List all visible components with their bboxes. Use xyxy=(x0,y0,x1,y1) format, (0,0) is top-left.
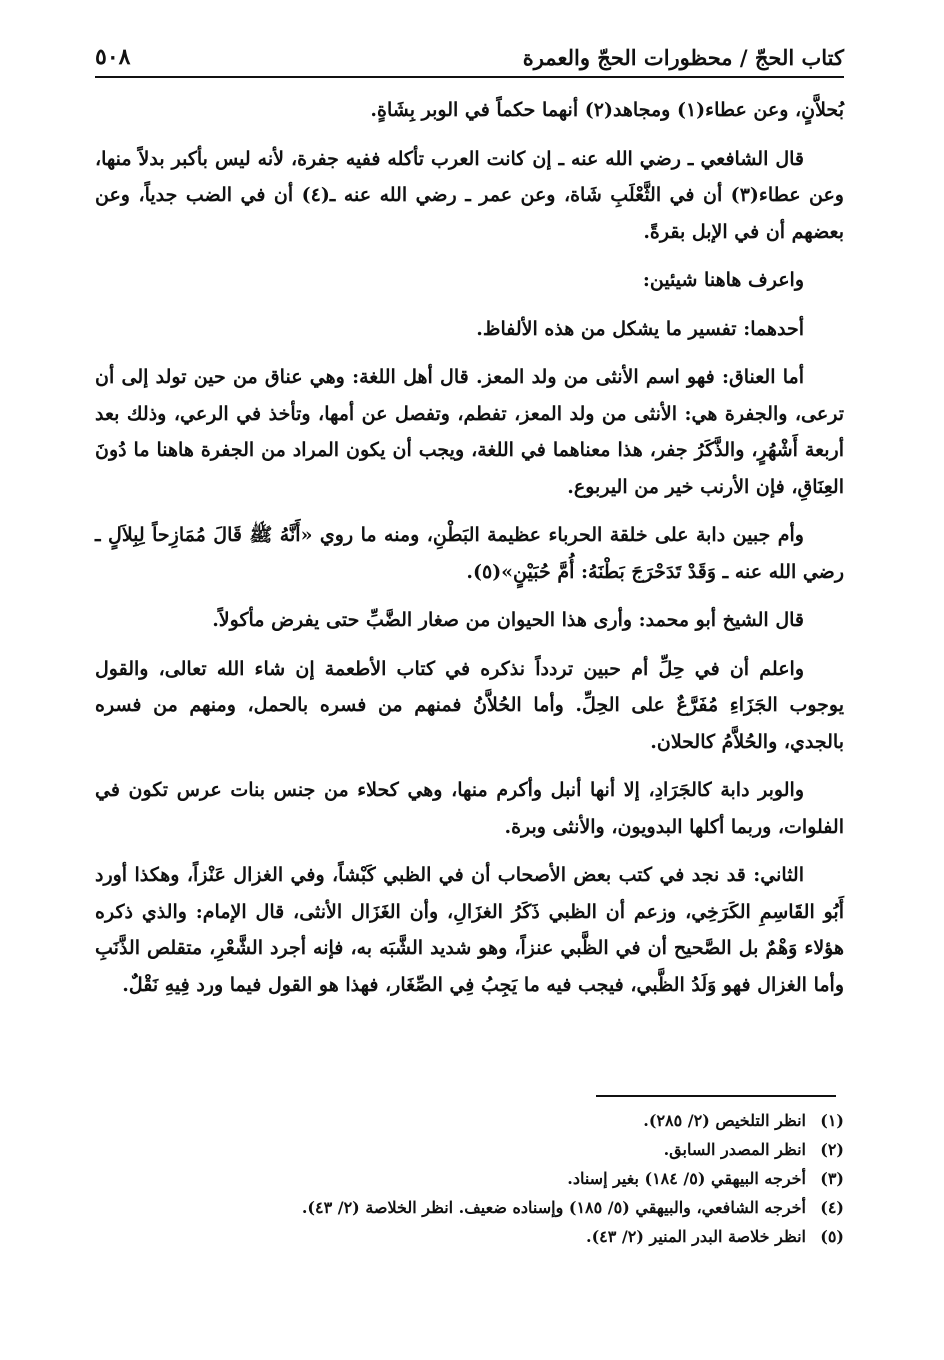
footnote-number: (٢) xyxy=(820,1140,844,1159)
footnote-number: (٥) xyxy=(820,1227,844,1246)
paragraph-text: أما العناق: فهو اسم الأنثى من ولد المعز. قال أهل اللغة: وهي عناق من حين تولد إلى أن ترعى، والجفرة هي: الأنثى من ولد المعز، تفطم، وتفصل عن أمها، وتأخذ في الرعي، وذلك بعد أربعة أَشْهُرٍ، والذَّكَرُ جفر، هذا معناهما في اللغة، ويجب أن يكون المراد من الجفرة هاهنا ما دُونَ العِنَاقِ، فإن الأرنب خير من اليربوع. xyxy=(95,366,844,498)
paragraph-text: والوبر دابة كالجَرَادِ، إلا أنها أنبل وأكرم منها، وهي كحلاء من جنس بنات عرس تكون في الفلوات، وربما أكلها البدويون، والأنثى وبرة. xyxy=(95,779,844,838)
paragraph-text: قال الشافعي ـ رضي الله عنه ـ إن كانت العرب تأكله ففيه جفرة، لأنه ليس بأكبر بدلاً منها، وعن عطاء(٣) أن في الثَّعْلَبِ شَاة، وعن عمر ـ رضي الله عنه ـ(٤) أن في الضب جدياً، وعن بعضهم أن في الإبل بقرةً. xyxy=(95,147,844,243)
paragraph xyxy=(95,311,844,348)
paragraph-lead: الثاني: xyxy=(753,864,804,886)
paragraph xyxy=(95,141,844,251)
paragraph xyxy=(95,517,844,590)
paragraph xyxy=(95,857,844,1003)
paragraph xyxy=(95,772,844,845)
paragraph-text: بُحلاَّنٍ، وعن عطاء(١) ومجاهد(٢) أنهما حكماً في الوبر بِشَاةٍ. xyxy=(370,99,844,121)
paragraph-text: قد نجد في كتب بعض الأصحاب أن في الظبي كَبْشاً، وفي الغزال عَنْزاً، وهكذا أورد أَبُو القَاسِمِ الكَرَخِي، وزعم أن الظبي ذَكَرُ الغزَالِ، وأن الغَزَال الأنثى، قال الإمام: والذي ذكره هؤلاء وَهْمٌ بل الصَّحيح أن في الظَّبي عنزاً، وهو شديد الشَّبَه به، فإنه أجرد الشَّعْرِ، متقلص الذَّنَبِ وأما الغزال فهو وَلَدُ الظَّبي، فيجب فيه ما يَجِبُ فِي الصِّغَار، فهذا هو القول فيما ورد فِيهِ نَقْلٌ. xyxy=(95,864,844,996)
paragraph xyxy=(95,651,844,761)
footnote-item xyxy=(95,1106,844,1135)
footnote-item xyxy=(95,1164,844,1193)
footnote-item xyxy=(95,1135,844,1164)
paragraph-text: وأم جبين دابة على خلقة الحرباء عظيمة البَطْنِ، ومنه ما روي «أَنَّهُ ﷺ قَالَ مُمَازِحاً لِبِلاَلٍ ـ رضي الله عنه ـ وَقَدْ تَدَحْرَجَ بَطْنَهُ: أُمَّ حُبَيْنٍ»(٥). xyxy=(95,524,844,583)
paragraph-text: تفسير ما يشكل من هذه الألفاظ. xyxy=(476,317,744,340)
footnote-number: (٣) xyxy=(820,1169,844,1188)
running-header xyxy=(95,34,844,78)
paragraph xyxy=(95,92,844,129)
paragraph xyxy=(95,602,844,639)
footnote-text: انظر المصدر السابق. xyxy=(663,1140,806,1159)
footnotes xyxy=(95,1106,844,1251)
main-text xyxy=(95,92,844,1015)
paragraph-text: واعرف هاهنا شيئين: xyxy=(642,269,804,291)
footnote-text: أخرجه البيهقي (٥/ ١٨٤) بغير إسناد. xyxy=(567,1169,806,1188)
paragraph-lead: أحدهما: xyxy=(743,317,804,340)
footnote-text: انظر التلخيص (٢/ ٢٨٥). xyxy=(643,1111,806,1130)
paragraph-text: واعلم أن في حِلِّ أم حبين تردداً نذكره في كتاب الأطعمة إن شاء الله تعالى، والقول يوجوب الجَزَاءِ مُفَرَّعٌ على الحِلِّ. وأما الحُلاَّنُ فمنهم من فسره بالحمل، ومنهم من فسره بالجدي، والحُلاَّمُ كالحلان. xyxy=(95,657,844,753)
footnote-text: أخرجه الشافعي، والبيهقي (٥/ ١٨٥) وإسناده ضعيف. انظر الخلاصة (٢/ ٤٣). xyxy=(301,1198,806,1217)
footnote-number: (١) xyxy=(820,1111,844,1130)
paragraph xyxy=(95,359,844,505)
footnote-item xyxy=(95,1222,844,1251)
running-header-title: كتاب الحجّ / محظورات الحجّ والعمرة xyxy=(522,45,844,70)
footnote-text: انظر خلاصة البدر المنير (٢/ ٤٣). xyxy=(586,1227,806,1246)
footnote-item xyxy=(95,1193,844,1222)
paragraph xyxy=(95,262,844,299)
footnote-number: (٤) xyxy=(820,1198,844,1217)
footnote-divider xyxy=(596,1095,836,1097)
page-number: ٥٠٨ xyxy=(95,44,131,70)
paragraph-text: قال الشيخ أبو محمد: وأرى هذا الحيوان من صغار الضَّبِّ حتى يفرض مأكولاً. xyxy=(212,609,804,631)
